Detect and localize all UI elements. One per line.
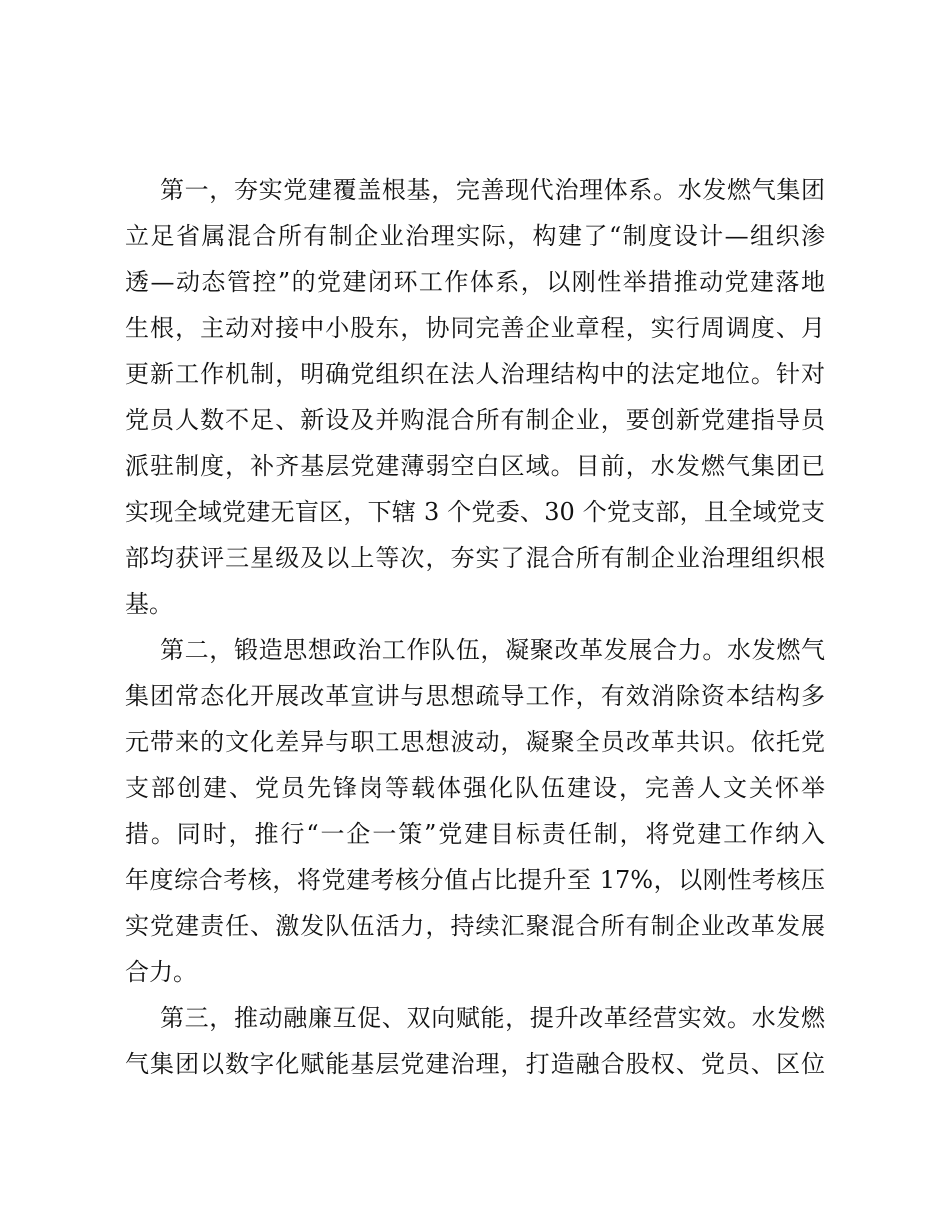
paragraph-line: 合力。	[125, 958, 197, 986]
paragraph-line: 透—动态管控”的党建闭环工作体系，以刚性举措推动党建落地	[125, 268, 825, 296]
paragraph-line: 支部创建、党员先锋岗等载体强化队伍建设，完善人文关怀举	[125, 774, 825, 802]
paragraph-line: 第一，夯实党建覆盖根基，完善现代治理体系。水发燃气集团	[160, 176, 825, 204]
paragraph-2	[125, 627, 825, 995]
paragraph-line: 更新工作机制，明确党组织在法人治理结构中的法定地位。针对	[125, 360, 825, 388]
paragraph-line: 实党建责任、激发队伍活力，持续汇聚混合所有制企业改革发展	[125, 912, 825, 940]
paragraph-line: 第二，锻造思想政治工作队伍，凝聚改革发展合力。水发燃气	[160, 636, 825, 664]
paragraph-line: 实现全域党建无盲区，下辖 3 个党委、30 个党支部，且全域党支	[125, 498, 825, 526]
paragraph-line: 气集团以数字化赋能基层党建治理，打造融合股权、党员、区位	[125, 1050, 825, 1078]
paragraph-line: 集团常态化开展改革宣讲与思想疏导工作，有效消除资本结构多	[125, 682, 825, 710]
body-text	[125, 167, 825, 1087]
paragraph-line: 生根，主动对接中小股东，协同完善企业章程，实行周调度、月	[125, 314, 825, 342]
paragraph-line: 年度综合考核，将党建考核分值占比提升至 17%，以刚性考核压	[125, 866, 825, 894]
paragraph-line: 第三，推动融廉互促、双向赋能，提升改革经营实效。水发燃	[160, 1004, 825, 1032]
paragraph-line: 党员人数不足、新设及并购混合所有制企业，要创新党建指导员	[125, 406, 825, 434]
paragraph-3	[125, 995, 825, 1087]
paragraph-line: 元带来的文化差异与职工思想波动，凝聚全员改革共识。依托党	[125, 728, 825, 756]
paragraph-line: 措。同时，推行“一企一策”党建目标责任制，将党建工作纳入	[125, 820, 825, 848]
paragraph-line: 部均获评三星级及以上等次，夯实了混合所有制企业治理组织根	[125, 544, 825, 572]
paragraph-line: 基。	[125, 590, 173, 618]
paragraph-1	[125, 167, 825, 627]
paragraph-line: 立足省属混合所有制企业治理实际，构建了“制度设计—组织渗	[125, 222, 825, 250]
paragraph-line: 派驻制度，补齐基层党建薄弱空白区域。目前，水发燃气集团已	[125, 452, 825, 480]
